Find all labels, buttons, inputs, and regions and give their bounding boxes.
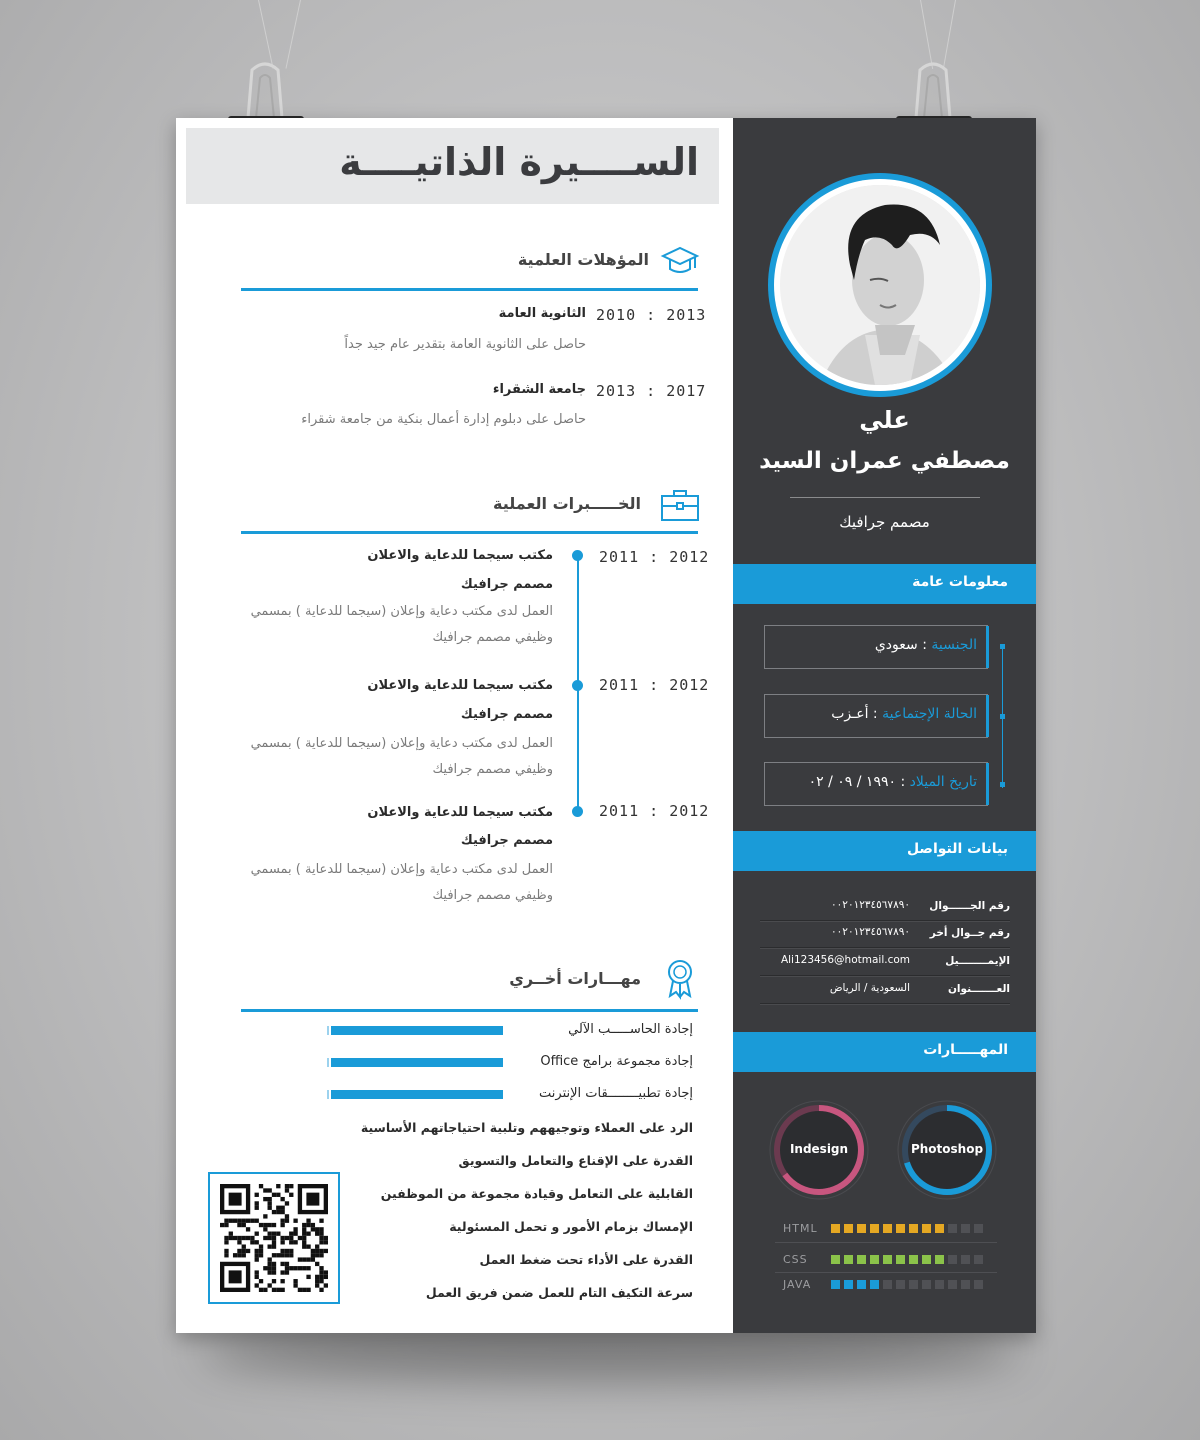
info-dot <box>1000 782 1005 787</box>
timeline-dot <box>572 806 583 817</box>
name-divider <box>790 497 980 498</box>
graduation-cap-icon <box>659 244 701 280</box>
qualification-date: 2013 : 2017 <box>596 382 707 400</box>
rating-square <box>948 1280 957 1289</box>
rating-square <box>935 1224 944 1233</box>
rating-square <box>831 1224 840 1233</box>
contact-key: رقم الجــــــوال <box>929 900 1010 912</box>
language-label: CSS <box>783 1253 808 1266</box>
other-skills-header <box>176 969 701 999</box>
qualifications-divider <box>241 288 698 291</box>
rating-square <box>896 1224 905 1233</box>
timeline-dot <box>572 550 583 561</box>
experience-role: مصمم جرافيك <box>460 577 553 592</box>
general-info-band <box>733 564 1036 604</box>
experience-company: مكتب سيجما للدعاية والاعلان <box>367 548 553 563</box>
qualifications-header <box>176 250 701 280</box>
info-value: : أعـزب <box>831 706 883 722</box>
experience-header <box>176 494 701 524</box>
rating-square <box>909 1224 918 1233</box>
qualifications-heading: المؤهلات العلمية <box>517 250 649 269</box>
rating-square <box>935 1255 944 1264</box>
skill-donut-photoshop <box>897 1100 997 1200</box>
experience-date: 2011 : 2012 <box>599 802 710 820</box>
full-name: مصطفي عمران السيد <box>759 448 1010 474</box>
timeline-dot <box>572 680 583 691</box>
rating-square <box>909 1280 918 1289</box>
rating-square <box>831 1280 840 1289</box>
experience-heading: الخـــــبرات العملية <box>493 494 641 513</box>
rating-square <box>883 1255 892 1264</box>
title-banner <box>186 128 719 204</box>
experience-desc: العمل لدى مكتب دعاية وإعلان (سيجما للدعاية ) بمسمي <box>250 736 553 751</box>
contact-row-address <box>760 977 1010 1004</box>
language-divider <box>775 1272 997 1273</box>
skill-item: القابلية على التعامل وقيادة مجموعة من الموظفين <box>380 1186 693 1201</box>
rating-square <box>961 1224 970 1233</box>
experience-role: مصمم جرافيك <box>460 707 553 722</box>
experience-role: مصمم جرافيك <box>460 833 553 848</box>
skill-label: إجادة مجموعة برامج Office <box>540 1054 693 1069</box>
info-key: الجنسية <box>931 637 977 653</box>
qualification-desc: حاصل على دبلوم إدارة أعمال بنكية من جامعة شقراء <box>301 412 586 427</box>
skill-item: سرعة التكيف التام للعمل ضمن فريق العمل <box>425 1285 693 1300</box>
info-dot <box>1000 714 1005 719</box>
skill-label: إجادة الحاســـــب الآلي <box>568 1022 693 1037</box>
rating-square <box>974 1255 983 1264</box>
contact-value: Ali123456@hotmail.com <box>780 954 910 966</box>
other-skills-divider <box>241 1009 698 1012</box>
qualification-desc: حاصل على الثانوية العامة بتقدير عام جيد جداً <box>344 337 586 352</box>
skill-item: الرد على العملاء وتوجيههم وتلبية احتياجاتهم الأساسية <box>360 1120 693 1135</box>
info-birthdate <box>764 762 988 806</box>
info-marital-status <box>764 694 988 738</box>
rating-square <box>974 1224 983 1233</box>
contact-key: رقم جــوال أخر <box>929 927 1010 939</box>
info-dot <box>1000 644 1005 649</box>
contact-heading: بيانات التواصل <box>906 841 1008 857</box>
skill-item: القدرة على الأداء تحت ضغط العمل <box>479 1252 693 1267</box>
rating-square <box>922 1280 931 1289</box>
experience-desc: وظيفي مصمم جرافيك <box>432 888 553 903</box>
experience-date: 2011 : 2012 <box>599 548 710 566</box>
skill-item: الإمساك بزمام الأمور و تحمل المسئولية <box>449 1219 693 1234</box>
info-value: : سعودي <box>874 637 932 653</box>
rating-square <box>870 1224 879 1233</box>
skill-bar <box>331 1026 503 1035</box>
info-nationality <box>764 625 988 669</box>
rating-square <box>961 1280 970 1289</box>
experience-company: مكتب سيجما للدعاية والاعلان <box>367 805 553 820</box>
skill-bar <box>331 1090 503 1099</box>
skills-heading: المهـــــارات <box>923 1042 1008 1058</box>
experience-desc: العمل لدى مكتب دعاية وإعلان (سيجما للدعاية ) بمسمي <box>250 862 553 877</box>
briefcase-icon <box>659 488 701 524</box>
donut-label: Photoshop <box>910 1142 984 1156</box>
rating-square <box>831 1255 840 1264</box>
rating-square <box>909 1255 918 1264</box>
contact-value: ٠٠٢٠١٢٣٤٥٦٧٨٩٠ <box>831 926 910 938</box>
first-name: علي <box>859 406 910 434</box>
rating-square <box>948 1255 957 1264</box>
info-key: تاريخ الميلاد <box>909 774 977 790</box>
donut-label: Indesign <box>789 1142 849 1156</box>
experience-divider <box>241 531 698 534</box>
rating-square <box>844 1280 853 1289</box>
rating-square <box>844 1224 853 1233</box>
experience-desc: وظيفي مصمم جرافيك <box>432 630 553 645</box>
rating-square <box>857 1224 866 1233</box>
language-label: JAVA <box>783 1278 812 1291</box>
rating-square <box>935 1280 944 1289</box>
contact-band <box>733 831 1036 871</box>
skill-donut-indesign <box>769 1100 869 1200</box>
experience-date: 2011 : 2012 <box>599 676 710 694</box>
rating-square <box>961 1255 970 1264</box>
experience-desc: وظيفي مصمم جرافيك <box>432 762 553 777</box>
rating-square <box>857 1280 866 1289</box>
experience-company: مكتب سيجما للدعاية والاعلان <box>367 678 553 693</box>
qr-code-icon <box>208 1172 340 1304</box>
contact-row-phone <box>760 894 1010 921</box>
sidebar-column <box>733 118 1036 1333</box>
contact-key: العـــــــنوان <box>947 983 1010 995</box>
profile-photo <box>768 173 992 397</box>
main-column <box>176 118 733 1333</box>
rating-square <box>883 1280 892 1289</box>
rating-square <box>870 1255 879 1264</box>
rating-square <box>896 1255 905 1264</box>
rating-square <box>974 1280 983 1289</box>
rating-square <box>883 1224 892 1233</box>
qualification-title: الثانوية العامة <box>498 306 586 321</box>
skill-label: إجادة تطبيــــــــقات الإنترنت <box>539 1086 693 1101</box>
contact-row-phone-alt <box>760 921 1010 948</box>
qualification-title: جامعة الشقراء <box>492 382 586 397</box>
job-title: مصمم جرافيك <box>839 513 930 531</box>
rating-square <box>922 1224 931 1233</box>
rating-square <box>948 1224 957 1233</box>
experience-desc: العمل لدى مكتب دعاية وإعلان (سيجما للدعاية ) بمسمي <box>250 604 553 619</box>
resume-poster <box>176 118 1036 1333</box>
skill-item: القدرة على الإقناع والتعامل والتسويق <box>458 1153 693 1168</box>
award-ribbon-icon <box>659 955 701 1001</box>
other-skills-heading: مهـــارات أخــري <box>509 969 641 988</box>
contact-value: ٠٠٢٠١٢٣٤٥٦٧٨٩٠ <box>831 899 910 911</box>
rating-square <box>844 1255 853 1264</box>
rating-square <box>870 1280 879 1289</box>
contact-key: الإيمــــــــيل <box>945 955 1010 967</box>
info-value: : ١٩٩٠ / ٠٩ / ٠٢ <box>808 774 910 790</box>
resume-title: الســــيرة الذاتيــــة <box>339 140 699 184</box>
contact-row-email <box>760 949 1010 976</box>
general-info-heading: معلومات عامة <box>912 574 1008 590</box>
info-key: الحالة الإجتماعية <box>882 706 977 722</box>
contact-value: السعودية / الرياض <box>829 982 910 994</box>
rating-square <box>896 1280 905 1289</box>
language-label: HTML <box>783 1222 818 1235</box>
skills-band <box>733 1032 1036 1072</box>
rating-square <box>857 1255 866 1264</box>
skill-bar <box>331 1058 503 1067</box>
rating-square <box>922 1255 931 1264</box>
qualification-date: 2010 : 2013 <box>596 306 707 324</box>
person-portrait-icon <box>780 185 980 385</box>
language-divider <box>775 1242 997 1243</box>
